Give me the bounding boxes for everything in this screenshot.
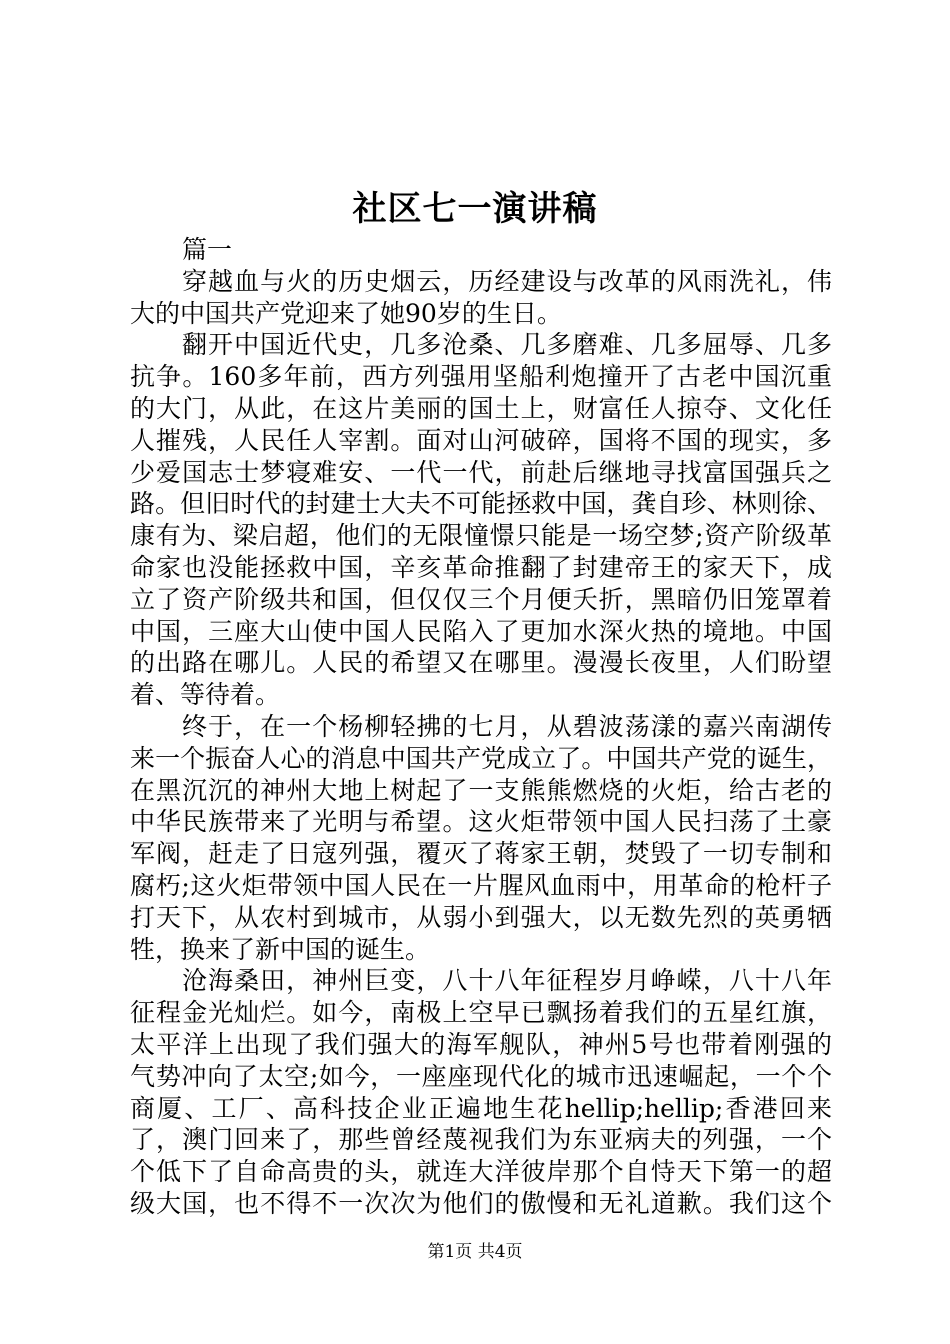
paragraph-2-line-8: 命家也没能拯救中国，辛亥革命推翻了封建帝王的家天下，成 bbox=[130, 552, 832, 582]
paragraph-1-line-2: 大的中国共产党迎来了她90岁的生日。 bbox=[130, 298, 562, 328]
paragraph-2-line-7: 康有为、梁启超，他们的无限憧憬只能是一场空梦;资产阶级革 bbox=[130, 521, 832, 551]
paragraph-2-line-5: 少爱国志士梦寝难安、一代一代，前赴后继地寻找富国强兵之 bbox=[130, 457, 832, 487]
paragraph-3-line-4: 中华民族带来了光明与希望。这火炬带领中国人民扫荡了土豪 bbox=[130, 807, 832, 837]
document-title: 社区七一演讲稿 bbox=[352, 189, 598, 229]
paragraph-3-line-7: 打天下，从农村到城市，从弱小到强大，以无数先烈的英勇牺 bbox=[130, 902, 832, 932]
section-label: 篇一 bbox=[182, 235, 233, 264]
paragraph-2-line-2: 抗争。160多年前，西方列强用坚船利炮撞开了古老中国沉重 bbox=[130, 362, 832, 392]
paragraph-4-line-6: 了，澳门回来了，那些曾经蔑视我们为东亚病夫的列强，一个 bbox=[130, 1125, 832, 1155]
paragraph-4-line-7: 个低下了自命高贵的头，就连大洋彼岸那个自恃天下第一的超 bbox=[130, 1157, 832, 1187]
paragraph-4-line-4: 气势冲向了太空;如今，一座座现代化的城市迅速崛起，一个个 bbox=[130, 1061, 832, 1091]
paragraph-2-line-12: 着、等待着。 bbox=[130, 680, 281, 710]
paragraph-2-line-10: 中国，三座大山使中国人民陷入了更加水深火热的境地。中国 bbox=[130, 616, 832, 646]
paragraph-2-line-1: 翻开中国近代史，几多沧桑、几多磨难、几多屈辱、几多 bbox=[182, 330, 832, 360]
paragraph-3-line-6: 腐朽;这火炬带领中国人民在一片腥风血雨中，用革命的枪杆子 bbox=[130, 870, 832, 900]
paragraph-2-line-9: 立了资产阶级共和国，但仅仅三个月便夭折，黑暗仍旧笼罩着 bbox=[130, 584, 832, 614]
paragraph-4-line-1: 沧海桑田，神州巨变，八十八年征程岁月峥嵘，八十八年 bbox=[182, 966, 832, 996]
paragraph-1-line-1: 穿越血与火的历史烟云，历经建设与改革的风雨洗礼，伟 bbox=[182, 266, 832, 296]
paragraph-3-line-5: 军阀，赶走了日寇列强，覆灭了蒋家王朝，焚毁了一切专制和 bbox=[130, 839, 832, 869]
paragraph-4-line-8: 级大国，也不得不一次次为他们的傲慢和无礼道歉。我们这个 bbox=[130, 1188, 832, 1218]
page-number-footer: 第1页 共4页 bbox=[427, 1242, 523, 1262]
paragraph-3-line-2: 来一个振奋人心的消息中国共产党成立了。中国共产党的诞生， bbox=[130, 743, 832, 773]
paragraph-4-line-5: 商厦、工厂、高科技企业正遍地生花hellip;hellip;香港回来 bbox=[130, 1093, 832, 1123]
paragraph-2-line-4: 人摧残，人民任人宰割。面对山河破碎，国将不国的现实，多 bbox=[130, 425, 832, 455]
paragraph-4-line-3: 太平洋上出现了我们强大的海军舰队，神州5号也带着刚强的 bbox=[130, 1029, 832, 1059]
paragraph-2-line-3: 的大门，从此，在这片美丽的国土上，财富任人掠夺、文化任 bbox=[130, 393, 832, 423]
paragraph-3-line-3: 在黑沉沉的神州大地上树起了一支熊熊燃烧的火炬，给古老的 bbox=[130, 775, 832, 805]
paragraph-2-line-6: 路。但旧时代的封建士大夫不可能拯救中国，龚自珍、林则徐、 bbox=[130, 489, 832, 519]
paragraph-4-line-2: 征程金光灿烂。如今，南极上空早已飘扬着我们的五星红旗， bbox=[130, 998, 832, 1028]
paragraph-3-line-1: 终于，在一个杨柳轻拂的七月，从碧波荡漾的嘉兴南湖传 bbox=[182, 711, 832, 741]
paragraph-2-line-11: 的出路在哪儿。人民的希望又在哪里。漫漫长夜里，人们盼望 bbox=[130, 648, 832, 678]
paragraph-3-line-8: 牲，换来了新中国的诞生。 bbox=[130, 934, 431, 964]
document-body bbox=[130, 234, 832, 1220]
